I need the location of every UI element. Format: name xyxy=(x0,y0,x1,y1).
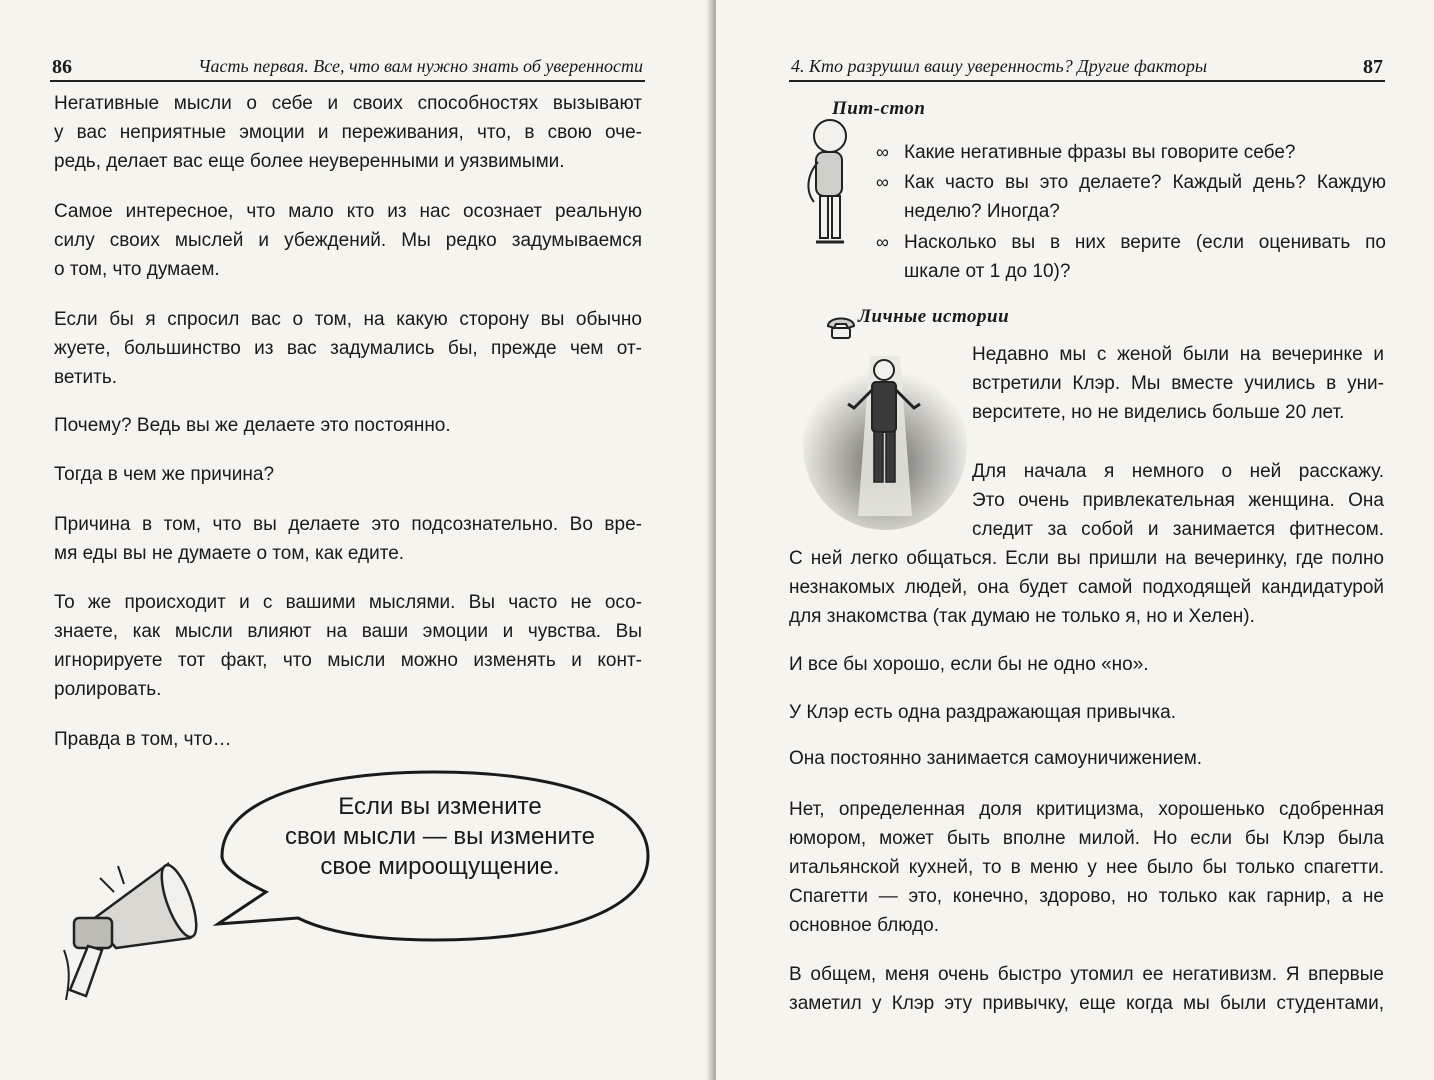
left-page-header xyxy=(50,54,645,82)
running-head: Часть первая. Все, что вам нужно знать об уверенности xyxy=(198,56,643,76)
text-line: Причина в том, что вы делаете это подсознательно. Во вре- xyxy=(54,514,642,535)
running-head: 4. Кто разрушил вашу уверенность? Другие факторы xyxy=(791,56,1208,76)
text-line: Это очень привлекательная женщина. Она xyxy=(972,490,1384,511)
text-line: То же происходит и с вашими мыслями. Вы часто не осо- xyxy=(54,592,642,613)
text-line: В общем, меня очень быстро утомил ее негативизм. Я впервые xyxy=(789,964,1384,985)
bubble-line-3: свое мироощущение. xyxy=(320,853,560,880)
text-line: следит за собой и занимается фитнесом. xyxy=(972,519,1384,540)
bullet-text: Насколько вы в них верите (если оценивать по xyxy=(904,232,1386,253)
text-line: С ней легко общаться. Если вы пришли на вечеринку, где полно xyxy=(789,548,1384,569)
text-line: ролировать. xyxy=(54,679,162,700)
infinity-bullet-icon: ∞ xyxy=(876,232,889,252)
bullet-3 xyxy=(876,228,1386,286)
text-line: верситете, но не виделись больше 20 лет. xyxy=(972,402,1345,423)
text-line: незнакомых людей, она будет самой подходящей кандидатурой xyxy=(789,577,1384,598)
text-line: итальянской кухней, то в меню у нее было бы только спагетти. xyxy=(789,857,1384,878)
stories-title: Личные истории xyxy=(858,306,1010,327)
bullet-text: неделю? Иногда? xyxy=(904,201,1060,222)
pit-stop-figure-icon xyxy=(798,96,858,256)
text-line: встретили Клэр. Мы вместе учились в уни- xyxy=(972,373,1384,394)
right-page xyxy=(716,0,1434,1080)
text-line: ветить. xyxy=(54,367,118,388)
bullet-text: Как часто вы это делаете? Каждый день? Каждую xyxy=(904,172,1386,193)
text-line: о том, что думаем. xyxy=(54,259,220,280)
text-line: юмором, может быть вполне милой. Но если бы Клэр была xyxy=(789,828,1384,849)
paragraph-8: Правда в том, что… xyxy=(54,729,232,750)
text-line: знаете, как мысли влияют на ваши эмоции и чувства. Вы xyxy=(54,621,642,642)
text-line: жуете, большинство из вас задумались бы, прежде чем от- xyxy=(54,338,642,359)
bubble-line-1: Если вы измените xyxy=(338,793,542,820)
text-line: редь, делает вас еще более неуверенными и уязвимыми. xyxy=(54,151,565,172)
bullet-2 xyxy=(876,168,1386,226)
page-number: 86 xyxy=(52,56,72,78)
paragraph-5: Тогда в чем же причина? xyxy=(54,464,275,485)
pit-stop-title: Пит-стоп xyxy=(832,98,926,119)
infinity-bullet-icon: ∞ xyxy=(876,142,889,162)
right-page-header xyxy=(789,54,1385,82)
text-line: силу своих мыслей и убеждений. Мы редко задумываемся xyxy=(54,230,642,251)
text-line: для знакомства (так думаю не только я, но и Хелен). xyxy=(789,606,1255,627)
paragraph-4: Почему? Ведь вы же делаете это постоянно. xyxy=(54,415,451,436)
bullet-text: Какие негативные фразы вы говорите себе? xyxy=(904,142,1296,163)
storyteller-illustration-icon xyxy=(800,336,970,532)
story-paragraph-5: Она постоянно занимается самоуничижением. xyxy=(789,748,1203,769)
text-line: Самое интересное, что мало кто из нас осознает реальную xyxy=(54,201,642,222)
text-line: мя еды вы не думаете о том, как едите. xyxy=(54,543,405,564)
text-line: у вас неприятные эмоции и переживания, что, в свою оче- xyxy=(54,122,642,143)
left-page xyxy=(0,0,712,1080)
text-line: Негативные мысли о себе и своих способностях вызывают xyxy=(54,93,642,114)
text-line: основное блюдо. xyxy=(789,915,940,936)
bullet-text: шкале от 1 до 10)? xyxy=(904,261,1071,282)
text-line: Для начала я немного о ней расскажу. xyxy=(972,461,1384,482)
page-number: 87 xyxy=(1363,56,1383,78)
text-line: Недавно мы с женой были на вечеринке и xyxy=(972,344,1384,365)
text-line: Нет, определенная доля критицизма, хорошенько сдобренная xyxy=(789,799,1384,820)
text-line: игнорируете тот факт, что мысли можно изменять и конт- xyxy=(54,650,642,671)
telephone-icon xyxy=(824,306,858,340)
bubble-line-2: свои мысли — вы измените xyxy=(284,823,596,850)
infinity-bullet-icon: ∞ xyxy=(876,172,889,192)
story-paragraph-3: И все бы хорошо, если бы не одно «но». xyxy=(789,654,1149,675)
text-line: заметил у Клэр эту привычку, еще когда мы были студентами, xyxy=(789,993,1384,1014)
megaphone-icon xyxy=(40,840,200,1010)
text-line: Спагетти — это, конечно, здорово, но только как гарнир, а не xyxy=(789,886,1384,907)
text-line: Если бы я спросил вас о том, на какую сторону вы обычно xyxy=(54,309,642,330)
story-paragraph-4: У Клэр есть одна раздражающая привычка. xyxy=(789,702,1176,723)
